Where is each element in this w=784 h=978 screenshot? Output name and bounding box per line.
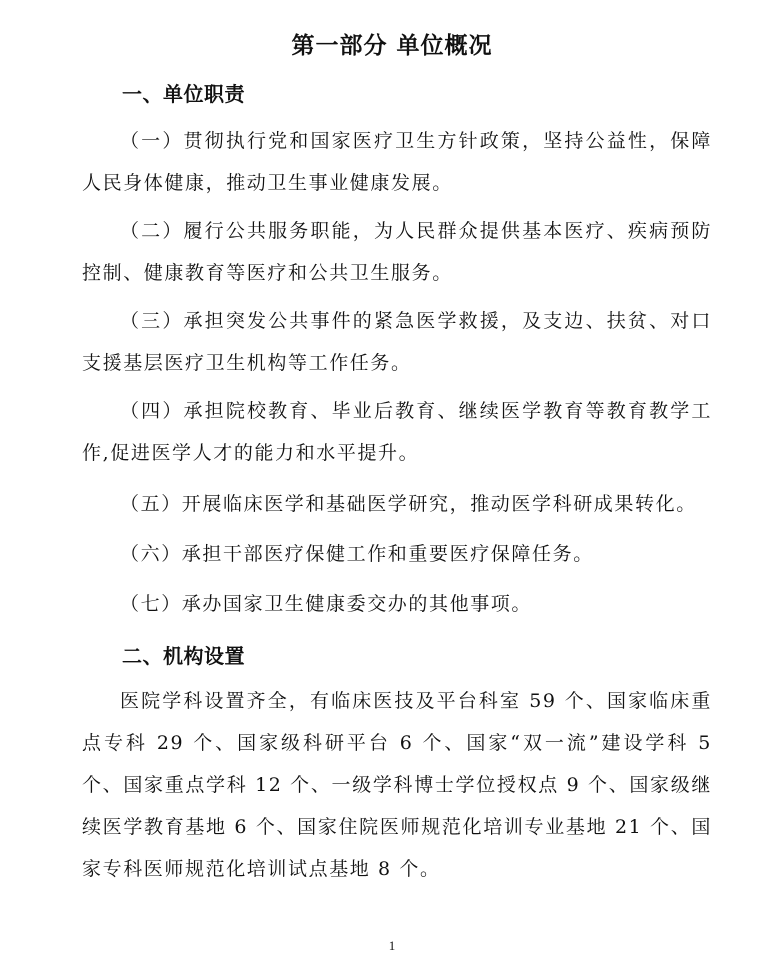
responsibility-item-3: （三）承担突发公共事件的紧急医学救援，及支边、扶贫、对口支援基层医疗卫生机构等工作任务。 [82,310,712,374]
responsibility-item-7: （七）承办国家卫生健康委交办的其他事项。 [120,593,533,615]
section-heading-responsibilities: 一、单位职责 [122,82,245,106]
section-heading-organization: 二、机构设置 [122,644,245,668]
responsibility-item-2: （二）履行公共服务职能，为人民群众提供基本医疗、疾病预防控制、健康教育等医疗和公共卫生服务。 [82,220,712,284]
responsibility-item-4: （四）承担院校教育、毕业后教育、继续医学教育等教育教学工作,促进医学人才的能力和水平提升。 [82,400,712,464]
responsibility-item-6: （六）承担干部医疗保健工作和重要医疗保障任务。 [120,543,594,565]
page-number: 1 [388,938,396,953]
responsibility-item-5: （五）开展临床医学和基础医学研究，推动医学科研成果转化。 [120,493,697,515]
organization-paragraph: 医院学科设置齐全，有临床医技及平台科室 59 个、国家临床重点专科 29 个、国家级科研平台 6 个、国家“双一流”建设学科 5 个、国家重点学科 12 个、一级学科博士学位授权点 9 个、国家级继续医学教育基地 6 个、国家住院医师规范化培训专业基地 21 个、国家专科医师规范化培训试点基地 8 个。 [82,690,712,880]
responsibility-item-1: （一）贯彻执行党和国家医疗卫生方针政策，坚持公益性，保障人民身体健康，推动卫生事业健康发展。 [82,130,712,194]
page-title: 第一部分 单位概况 [291,33,493,59]
